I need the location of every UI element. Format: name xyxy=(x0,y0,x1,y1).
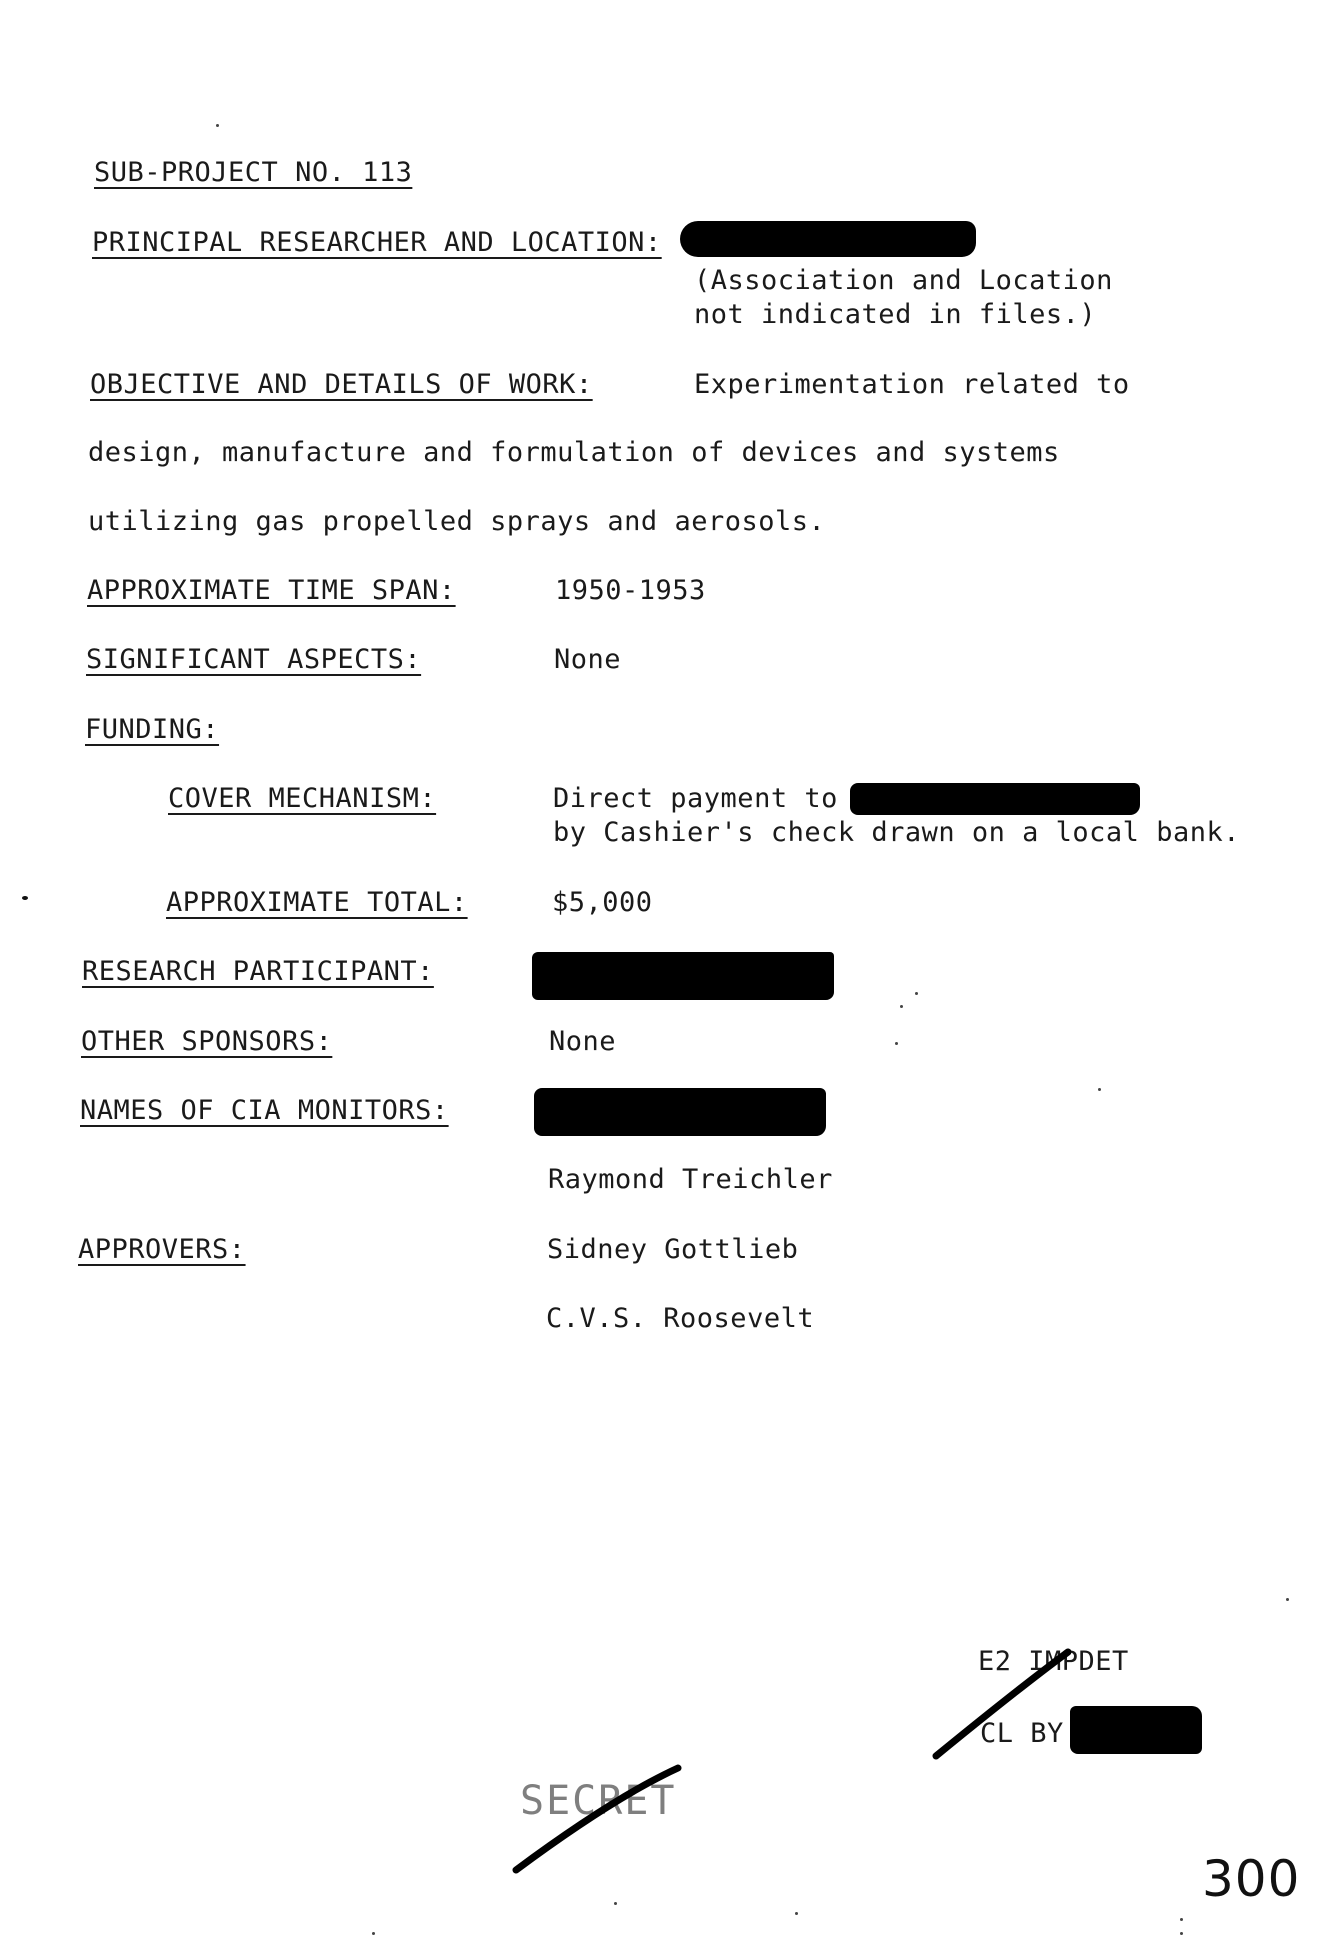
approver-name-1: Raymond Treichler xyxy=(548,1164,833,1195)
scan-speck xyxy=(895,1042,898,1045)
principal-note-line1: (Association and Location xyxy=(694,265,1113,296)
strike-cl-by xyxy=(936,1652,1068,1756)
impdet-marking: E2 IMPDET xyxy=(978,1646,1129,1677)
cia-monitors-label: NAMES OF CIA MONITORS: xyxy=(80,1095,449,1126)
other-sponsors-value: None xyxy=(549,1026,617,1057)
scan-speck xyxy=(900,1005,903,1008)
strike-secret xyxy=(516,1768,678,1870)
cover-mechanism-label: COVER MECHANISM: xyxy=(168,783,437,814)
scan-speck xyxy=(915,992,918,995)
scan-speck xyxy=(1098,1088,1101,1091)
scan-speck xyxy=(1286,1598,1289,1601)
scan-speck xyxy=(216,124,219,127)
time-span-label: APPROXIMATE TIME SPAN: xyxy=(87,575,456,606)
objective-label: OBJECTIVE AND DETAILS OF WORK: xyxy=(90,369,593,400)
significant-aspects-label: SIGNIFICANT ASPECTS: xyxy=(86,644,422,675)
scan-speck xyxy=(22,896,28,900)
approver-name-3: C.V.S. Roosevelt xyxy=(546,1303,815,1334)
page-number: 300 xyxy=(1202,1850,1301,1908)
scan-speck xyxy=(1180,1918,1183,1921)
objective-line2: design, manufacture and formulation of devices and systems xyxy=(88,437,1060,468)
cl-by-marking: CL BY xyxy=(980,1718,1064,1749)
cover-mechanism-line2: by Cashier's check drawn on a local bank. xyxy=(553,817,1240,848)
secret-stamp: SECRET xyxy=(520,1778,677,1824)
scan-speck xyxy=(372,1932,375,1935)
approvers-label: APPROVERS: xyxy=(78,1234,246,1265)
research-participant-label: RESEARCH PARTICIPANT: xyxy=(82,956,434,987)
significant-aspects-value: None xyxy=(554,644,622,675)
objective-line1: Experimentation related to xyxy=(694,369,1130,400)
scan-speck xyxy=(1180,1932,1183,1935)
other-sponsors-label: OTHER SPONSORS: xyxy=(81,1026,333,1057)
cover-mechanism-line1: Direct payment to xyxy=(553,783,838,814)
approximate-total-label: APPROXIMATE TOTAL: xyxy=(166,887,468,918)
objective-line3: utilizing gas propelled sprays and aerosols. xyxy=(88,506,826,537)
scan-speck xyxy=(795,1912,798,1915)
principal-researcher-label: PRINCIPAL RESEARCHER AND LOCATION: xyxy=(92,227,662,258)
time-span-value: 1950-1953 xyxy=(555,575,706,606)
approximate-total-value: $5,000 xyxy=(552,887,653,918)
scan-speck xyxy=(614,1902,617,1905)
sub-project-number: SUB-PROJECT NO. 113 xyxy=(94,157,413,188)
approver-name-2: Sidney Gottlieb xyxy=(547,1234,799,1265)
funding-label: FUNDING: xyxy=(85,714,220,745)
principal-note-line2: not indicated in files.) xyxy=(694,299,1097,330)
